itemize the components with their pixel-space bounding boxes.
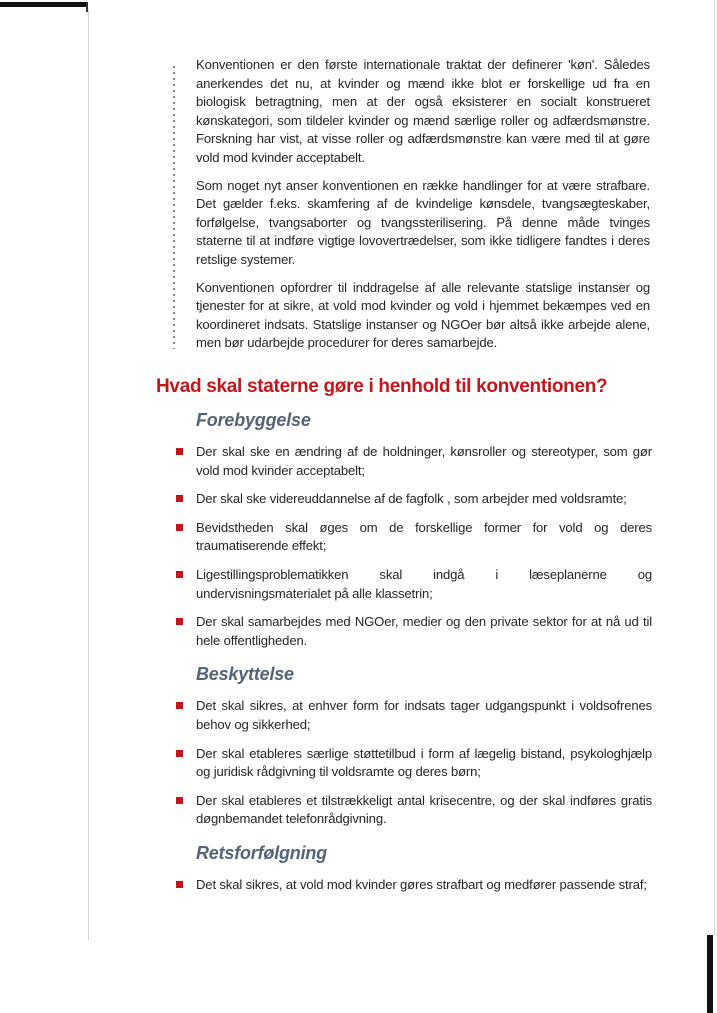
list-item-text: Der skal samarbejdes med NGOer, medier og den private sektor for at nå ud til hele offentligheden. <box>196 614 652 648</box>
list-item-text: Det skal sikres, at enhver form for indsats tager udgangspunkt i voldsofrenes behov og sikkerhed; <box>196 698 652 732</box>
square-bullet-icon <box>176 797 183 804</box>
dotted-margin-rule <box>172 64 176 349</box>
square-bullet-icon <box>176 571 183 578</box>
list-item-text: Bevidstheden skal øges om de forskellige former for vold og deres traumatiserende effekt; <box>196 519 652 554</box>
list-item <box>176 697 652 734</box>
list-item <box>176 490 652 509</box>
intro-text <box>196 56 650 362</box>
section-list-retsforfolgning <box>176 876 652 895</box>
list-item <box>176 792 652 829</box>
square-bullet-icon <box>176 881 183 888</box>
section-list-beskyttelse <box>176 697 652 829</box>
list-item-text: Der skal ske en ændring af de holdninger, kønsroller og stereotyper, som gør vold mod kvinder acceptabelt; <box>196 444 652 478</box>
list-item <box>176 745 652 782</box>
list-item-text: Der skal etableres særlige støttetilbud i form af lægelig bistand, psykologhjælp og juridisk rådgivning til voldsramte og deres børn; <box>196 745 652 780</box>
list-item <box>176 566 652 603</box>
square-bullet-icon <box>176 495 183 502</box>
list-item <box>176 519 652 556</box>
square-bullet-icon <box>176 524 183 531</box>
square-bullet-icon <box>176 750 183 757</box>
scan-edge-top-bar <box>0 2 86 7</box>
page-left-edge <box>88 10 89 940</box>
list-item-text: Der skal ske videreuddannelse af de fagfolk , som arbejder med voldsramte; <box>196 491 627 507</box>
list-item <box>176 613 652 650</box>
section-title-beskyttelse: Beskyttelse <box>196 664 294 685</box>
list-item <box>176 443 652 480</box>
section-list-forebyggelse <box>176 443 652 650</box>
sections-container <box>176 410 652 909</box>
list-item-text: Der skal etableres et tilstrækkeligt antal krisecentre, og der skal indføres gratis døgnbemandet telefonrådgivning. <box>196 792 652 827</box>
square-bullet-icon <box>176 702 183 709</box>
square-bullet-icon <box>176 618 183 625</box>
square-bullet-icon <box>176 448 183 455</box>
list-item <box>176 876 652 895</box>
intro-paragraph: Konventionen opfordrer til inddragelse af alle relevante statslige instanser og tjenester for at sikre, at vold mod kvinder og vold i hjemmet bekæmpes ved en koordineret indsats. Statslige instanser og NGOer bør altså ikke arbejde alene, men bør udarbejde procedurer for deres samarbejde. <box>196 279 650 351</box>
scan-edge-bottom-bar <box>707 935 713 1013</box>
main-heading: Hvad skal staterne gøre i henhold til konventionen? <box>156 376 608 397</box>
list-item-text: Ligestillingsproblematikken skal indgå i læseplanerne og undervisningsmaterialet på alle klassetrin; <box>196 566 652 601</box>
intro-paragraph: Konventionen er den første internationale traktat der definerer 'køn'. Således anerkendes det nu, at kvinder og mænd ikke blot er forskellige ud fra en biologisk betragtning, men at der også eksisterer en socialt konstrueret kønskategori, som tildeler kvinder og mænd særlige roller og adfærdsmønstre. Forskning har vist, at visse roller og adfærdsmønstre kan være med til at gøre vold mod kvinder acceptabelt. <box>196 57 650 165</box>
intro-paragraph: Som noget nyt anser konventionen en række handlinger for at være strafbare. Det gælder f.eks. skamfering af de kvindelige kønsdele, tvangsægteskaber, forfølgelse, tvangsaborter og tvangssterilisering. På denne måde tvinges staterne til at indføre vigtige lovovertrædelser, som ikke tidligere fandtes i deres retslige systemer. <box>196 177 650 267</box>
section-title-retsforfolgning: Retsforfølgning <box>196 842 327 863</box>
section-title-forebyggelse: Forebyggelse <box>196 410 311 430</box>
list-item-text: Det skal sikres, at vold mod kvinder gøres strafbart og medfører passende straf; <box>196 876 647 892</box>
page-right-edge <box>714 0 715 935</box>
